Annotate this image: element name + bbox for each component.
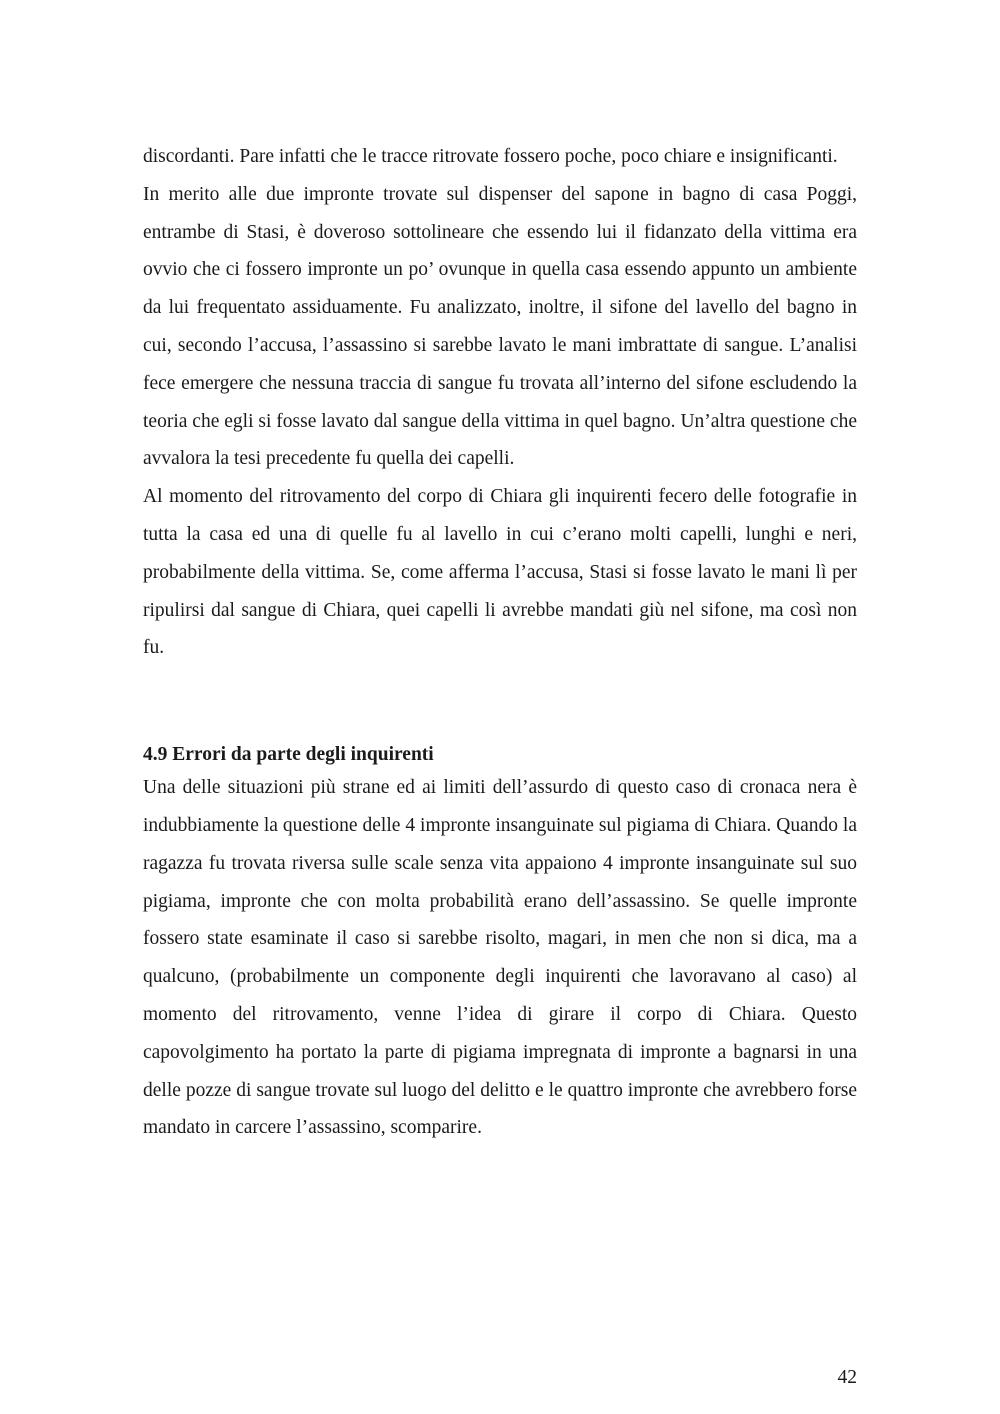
page-number: 42 xyxy=(837,1367,857,1388)
paragraph: Al momento del ritrovamento del corpo di Chiara gli inquirenti fecero delle fotografie in tutta la casa ed una di quelle fu al lavello in cui c’erano molti capelli, lunghi e neri, probabilmente della vittima. Se, come afferma l’accusa, Stasi si fosse lavato le mani lì per ripulirsi dal sangue di Chiara, quei capelli li avrebbe mandati giù nel sifone, ma così non fu. xyxy=(143,486,857,659)
section-spacer xyxy=(143,667,857,739)
paragraph: discordanti. Pare infatti che le tracce ritrovate fossero poche, poco chiare e insignificanti. xyxy=(143,146,838,167)
paragraph: In merito alle due impronte trovate sul dispenser del sapone in bagno di casa Poggi, entrambe di Stasi, è doveroso sottolineare che essendo lui il fidanzato della vittima era ovvio che ci fossero impronte un po’ ovunque in quella casa essendo appunto un ambiente da lui frequentato assiduamente. Fu analizzato, inoltre, il sifone del lavello del bagno in cui, secondo l’accusa, l’assassino si sarebbe lavato le mani imbrattate di sangue. L’analisi fece emergere che nessuna traccia di sangue fu trovata all’interno del sifone escludendo la teoria che egli si fosse lavato dal sangue della vittima in quel bagno. Un’altra questione che avvalora la tesi precedente fu quella dei capelli. xyxy=(143,183,857,470)
section-heading: 4.9 Errori da parte degli inquirenti xyxy=(143,744,434,766)
paragraph: Una delle situazioni più strane ed ai limiti dell’assurdo di questo caso di cronaca nera è indubbiamente la questione delle 4 impronte insanguinate sul pigiama di Chiara. Quando la ragazza fu trovata riversa sulle scale senza vita appaiono 4 impronte insanguinate sul suo pigiama, impronte che con molta probabilità erano dell’assassino. Se quelle impronte fossero state esaminate il caso si sarebbe risolto, magari, in men che non si dica, ma a qualcuno, (probabilmente un componente degli inquirenti che lavoravano al caso) al momento del ritrovamento, venne l’idea di girare il corpo di Chiara. Questo capovolgimento ha portato la parte di pigiama impregnata di impronte a bagnarsi in una delle pozze di sangue trovate sul luogo del delitto e le quattro impronte che avrebbero forse mandato in carcere l’assassino, scomparire. xyxy=(143,777,857,1139)
page-body xyxy=(143,138,857,1147)
